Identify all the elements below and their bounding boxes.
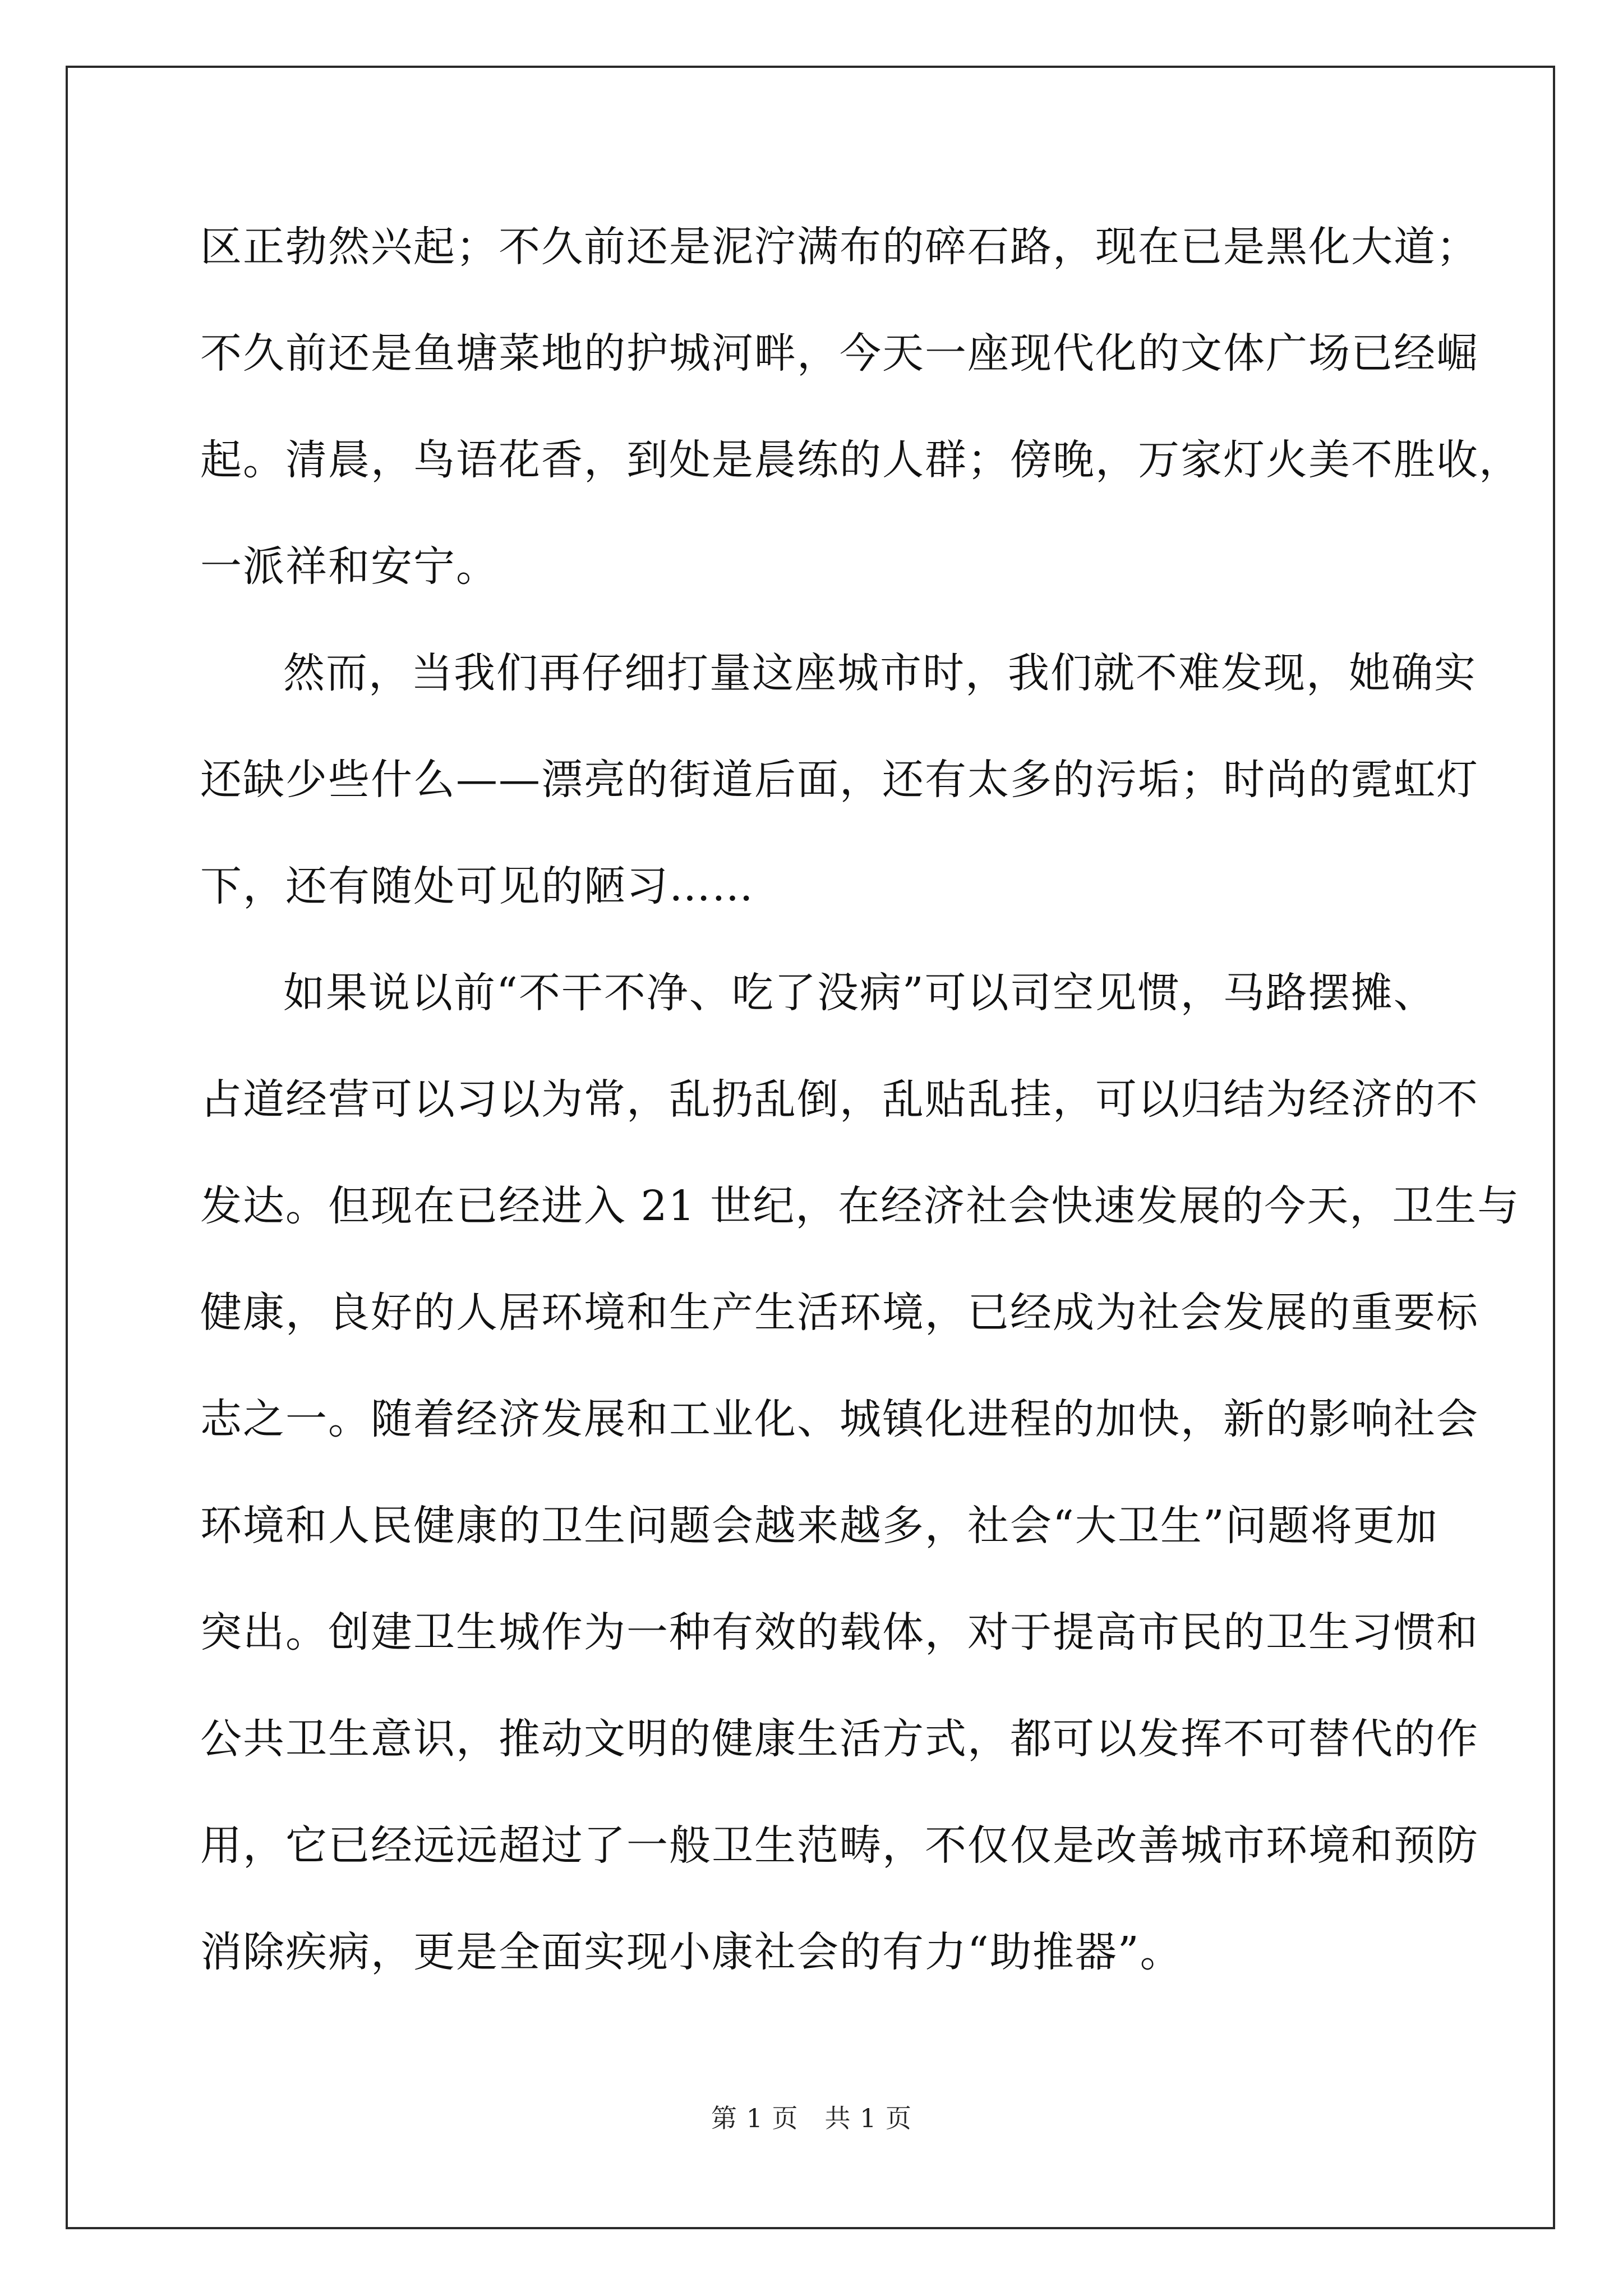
text-line: 还缺少些什么——漂亮的街道后面，还有太多的污垢；时尚的霓虹灯 [200,756,1479,804]
text-line: 起。清晨，鸟语花香，到处是晨练的人群；傍晚，万家灯火美不胜收， [200,436,1521,484]
text-line: 用，它已经远远超过了一般卫生范畴，不仅仅是改善城市环境和预防 [200,1821,1479,1870]
page-footer: 第 1 页 共 1 页 [711,2103,912,2133]
text-line: 突出。创建卫生城作为一种有效的载体，对于提高市民的卫生习惯和 [200,1608,1479,1657]
text-line: 然而，当我们再仔细打量这座城市时，我们就不难发现，她确实 [283,649,1477,697]
text-line: 环境和人民健康的卫生问题会越来越多，社会“大卫生”问题将更加 [200,1502,1438,1550]
text-line: 区正勃然兴起；不久前还是泥泞满布的碎石路，现在已是黑化大道； [200,223,1479,271]
text-line: 占道经营可以习以为常，乱扔乱倒，乱贴乱挂，可以归结为经济的不 [200,1075,1479,1124]
text-line: 发达。但现在已经进入 21 世纪，在经济社会快速发展的今天，卫生与 [200,1182,1520,1230]
text-line: 如果说以前“不干不净、吃了没病”可以司空见惯，马路摆摊、 [283,969,1436,1017]
text-line: 健康，良好的人居环境和生产生活环境，已经成为社会发展的重要标 [200,1289,1479,1337]
text-line: 消除疾病，更是全面实现小康社会的有力“助推器”。 [200,1928,1183,1976]
text-line: 公共卫生意识，推动文明的健康生活方式，都可以发挥不可替代的作 [200,1715,1479,1763]
document-body [200,194,1521,2005]
text-line: 下，还有随处可见的陋习…… [200,862,754,910]
text-line: 一派祥和安宁。 [200,542,499,591]
text-line: 志之一。随着经济发展和工业化、城镇化进程的加快，新的影响社会 [200,1395,1479,1443]
text-line: 不久前还是鱼塘菜地的护城河畔，今天一座现代化的文体广场已经崛 [200,329,1479,378]
